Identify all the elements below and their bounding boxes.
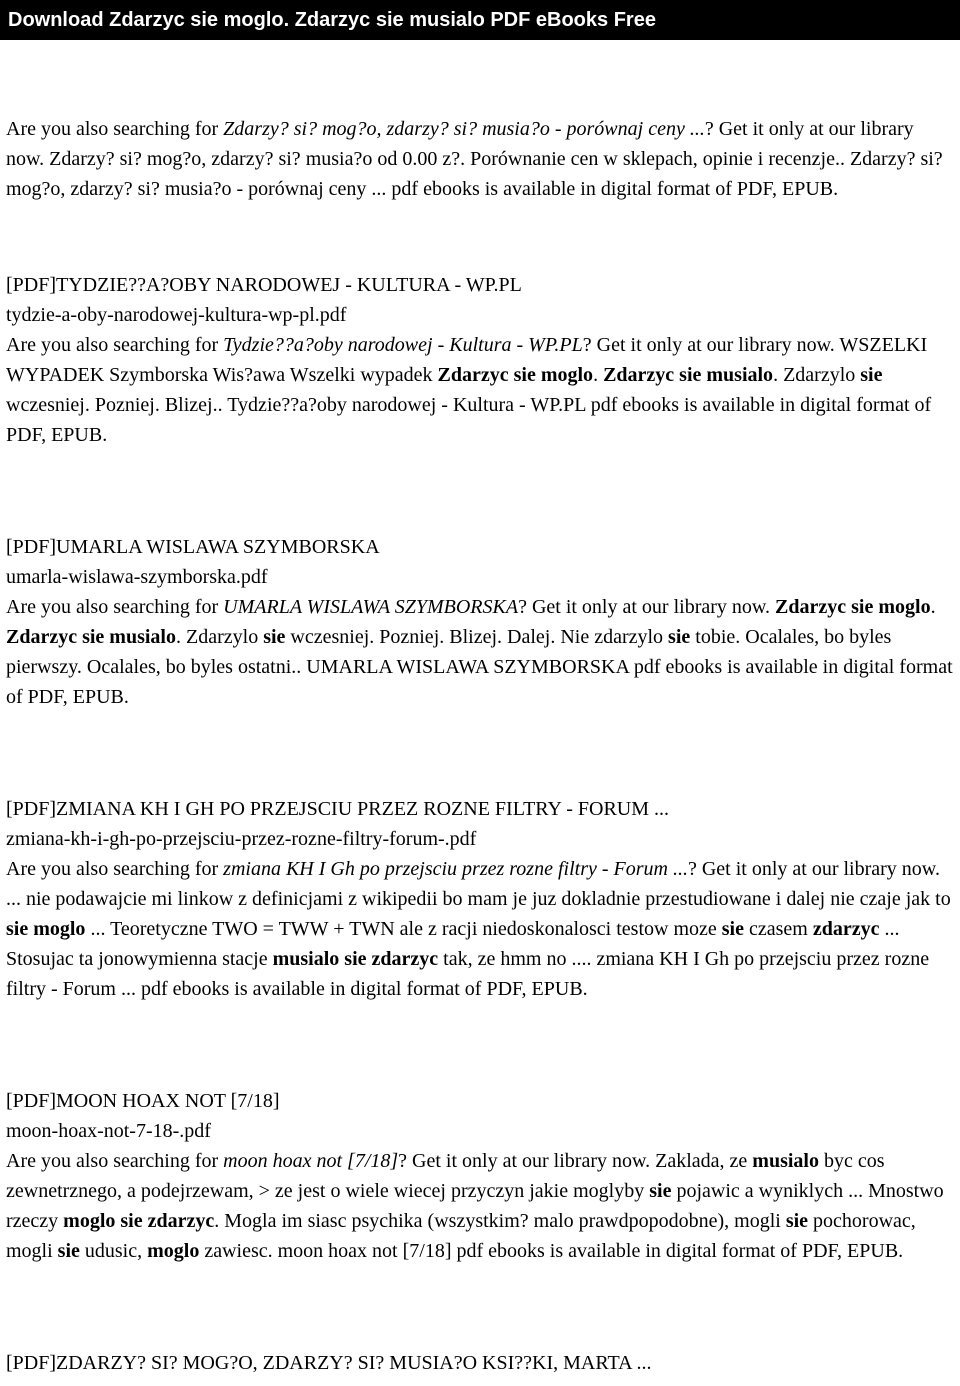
page-header <box>0 0 960 40</box>
text-run: ? Get it only at our library now. WSZELKI WYPADEK Szymborska Wis?awa Wszelki wypadek <box>6 334 928 386</box>
text-run: ? Get it only at our library now. <box>518 596 776 618</box>
bold-text: moglo <box>147 1240 200 1262</box>
text-run: zawiesc. moon hoax not [7/18] pdf ebooks is available in digital format of PDF, EPUB. <box>199 1240 904 1262</box>
text-run: Are you also searching for <box>6 334 224 356</box>
bold-text: Zdarzyc sie musialo <box>6 626 176 648</box>
entries-list <box>6 270 956 1378</box>
entry-description <box>6 854 956 1004</box>
bold-text: sie moglo <box>6 918 86 940</box>
text-run: pojawic a wyniklych ... Mnostwo rzeczy <box>6 1180 944 1232</box>
entry-description <box>6 1146 956 1266</box>
text-run: Are you also searching for <box>6 1150 224 1172</box>
entry-filename: tydzie-a-oby-narodowej-kultura-wp-pl.pdf <box>6 304 347 326</box>
page-title: Download Zdarzyc sie moglo. Zdarzyc sie musialo PDF eBooks Free <box>8 9 656 31</box>
text-run: wczesniej. Pozniej. Blizej. Dalej. Nie zdarzylo <box>285 626 669 648</box>
search-result-entry <box>6 270 956 450</box>
search-result-entry <box>6 1086 956 1266</box>
text-run: . <box>593 364 604 386</box>
bold-text: musialo <box>752 1150 819 1172</box>
bold-text: Zdarzyc sie musialo <box>603 364 774 386</box>
text-run: ... Stosujac ta jonowymienna stacje <box>6 918 900 970</box>
text-run: ... Teoretyczne TWO = TWW + TWN ale z racji niedoskonalosci testow moze <box>85 918 722 940</box>
text-run: . Zdarzylo <box>773 364 861 386</box>
bold-text: sie <box>649 1180 672 1202</box>
entry-filename: moon-hoax-not-7-18-.pdf <box>6 1120 211 1142</box>
entry-description <box>6 330 956 450</box>
search-result-entry <box>6 532 956 712</box>
text-run: udusic, <box>79 1240 148 1262</box>
text-run: tak, ze hmm no .... zmiana KH I Gh po przejsciu przez rozne filtry - Forum ... pdf ebooks is available in digital format of PDF, EPUB. <box>6 948 930 1000</box>
content <box>6 114 956 1378</box>
bold-text: sie <box>785 1210 809 1232</box>
bold-text: moglo sie zdarzyc <box>63 1210 215 1232</box>
entry-description <box>6 592 956 712</box>
text-run: . Zdarzylo <box>176 626 264 648</box>
text-run: pochorowac, mogli <box>6 1210 916 1262</box>
search-result-entry <box>6 1348 956 1378</box>
text-run: byc cos zewnetrznego, a podejrzewam, > ze jest o wiele wiecej przyczyn jakie moglyby <box>6 1150 885 1202</box>
bold-text: Zdarzyc sie moglo <box>775 596 931 618</box>
text-run: Are you also searching for <box>6 596 224 618</box>
bold-text: zdarzyc <box>812 918 880 940</box>
italic-text: Tydzie??a?oby narodowej - Kultura - WP.PL <box>223 334 583 356</box>
text-run: . <box>930 596 936 618</box>
entry-title-link[interactable]: [PDF]ZMIANA KH I GH PO PRZEJSCIU PRZEZ ROZNE FILTRY - FORUM ... <box>6 798 670 820</box>
entry-title-link[interactable]: [PDF]UMARLA WISLAWA SZYMBORSKA <box>6 536 380 558</box>
bold-text: sie <box>860 364 883 386</box>
entry-title-link[interactable]: [PDF]ZDARZY? SI? MOG?O, ZDARZY? SI? MUSIA?O KSI??KI, MARTA ... <box>6 1352 652 1374</box>
bold-text: musialo sie zdarzyc <box>272 948 439 970</box>
text-run: ? Get it only at our library now. Zdarzy? si? mog?o, zdarzy? si? musia?o od 0.00 z?. Porównanie cen w sklepach, opinie i recenzje.. Zdarzy? si? mog?o, zdarzy? si? musia?o - porównaj ceny ... pdf ebooks is available in digital format of PDF, EPUB. <box>6 118 943 200</box>
search-result-entry <box>6 794 956 1004</box>
entry-title-link[interactable]: [PDF]MOON HOAX NOT [7/18] <box>6 1090 280 1112</box>
italic-text: Zdarzy? si? mog?o, zdarzy? si? musia?o - porównaj ceny ... <box>223 118 705 140</box>
entry-filename: zmiana-kh-i-gh-po-przejsciu-przez-rozne-filtry-forum-.pdf <box>6 828 477 850</box>
bold-text: sie <box>57 1240 80 1262</box>
italic-text: UMARLA WISLAWA SZYMBORSKA <box>223 596 519 618</box>
text-run: tobie. Ocalales, bo byles pierwszy. Ocalales, bo byles ostatni.. UMARLA WISLAWA SZYMBORSKA pdf ebooks is available in digital format of PDF, EPUB. <box>6 626 953 708</box>
italic-text: moon hoax not [7/18] <box>223 1150 399 1172</box>
text-run: ? Get it only at our library now. Zaklada, ze <box>398 1150 753 1172</box>
text-run: ? Get it only at our library now. ... nie podawajcie mi linkow z definicjami z wikipedii bo mam je juz dokladnie przestudiowane i dalej nie czaje jak to <box>6 858 951 910</box>
text-run: wczesniej. Pozniej. Blizej.. Tydzie??a?oby narodowej - Kultura - WP.PL pdf ebooks is available in digital format of PDF, EPUB. <box>6 394 932 446</box>
text-run: Are you also searching for <box>6 858 224 880</box>
text-run: Are you also searching for <box>6 118 224 140</box>
bold-text: sie <box>668 626 691 648</box>
bold-text: Zdarzyc sie moglo <box>437 364 594 386</box>
entry-title-link[interactable]: [PDF]TYDZIE??A?OBY NARODOWEJ - KULTURA - WP.PL <box>6 274 522 296</box>
intro-paragraph <box>6 114 956 204</box>
text-run: . Mogla im siasc psychika (wszystkim? malo prawdpopodobne), mogli <box>214 1210 786 1232</box>
italic-text: zmiana KH I Gh po przejsciu przez rozne filtry - Forum ... <box>223 858 688 880</box>
text-run: czasem <box>743 918 813 940</box>
bold-text: sie <box>263 626 286 648</box>
entry-filename: umarla-wislawa-szymborska.pdf <box>6 566 268 588</box>
bold-text: sie <box>721 918 744 940</box>
